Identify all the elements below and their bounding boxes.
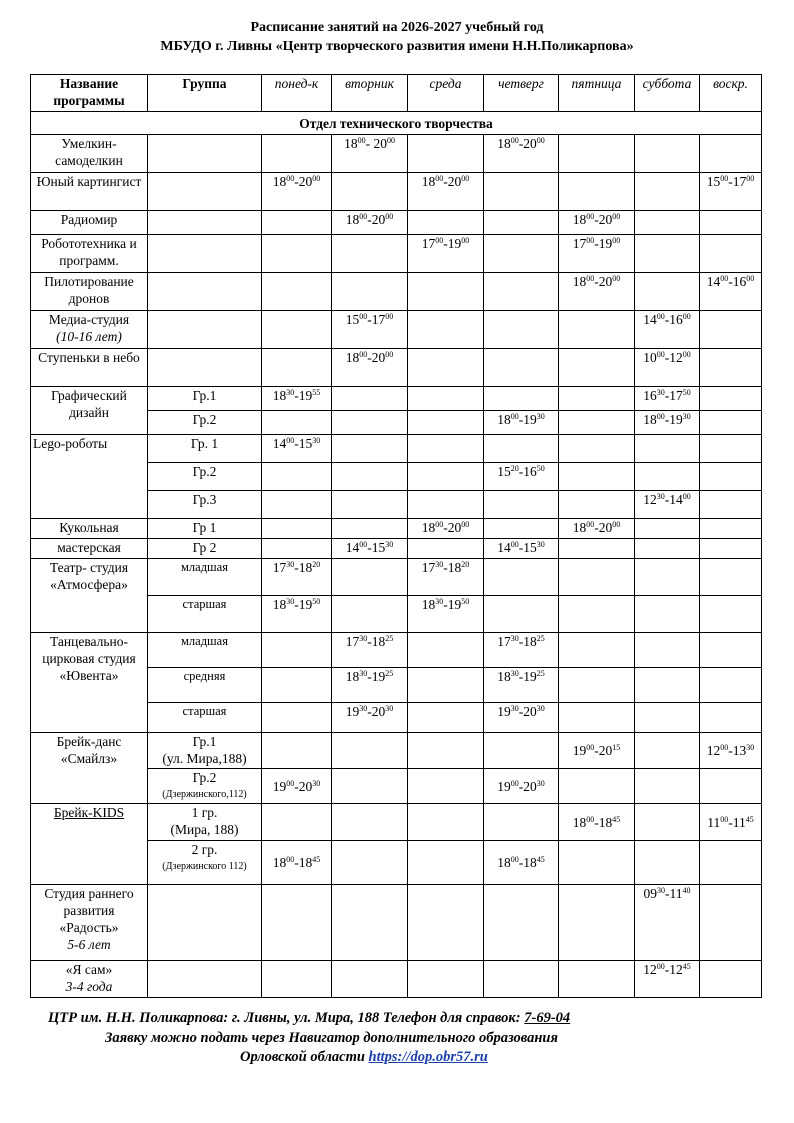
program-age-note: 5-6 лет [67,937,111,952]
table-row [31,349,762,387]
program-label: Студия раннего развития «Радость» [44,886,134,935]
time-cell [559,435,635,463]
program-label: Юный картингист [36,174,142,189]
time-cell: $18^{00}-$ $20^{00}$ [332,135,408,173]
time-cell: $17^{30}-18^{20}$ [408,559,484,596]
time-cell [700,885,762,961]
time-cell [262,703,332,733]
time-cell [408,387,484,411]
time-cell [559,387,635,411]
time-cell [262,235,332,273]
table-row [31,519,762,539]
footer-region-text: Орловской области [240,1049,365,1065]
group-label: младшая [181,634,228,648]
time-cell [408,463,484,491]
group-cell [148,211,262,235]
time-cell [262,311,332,349]
time-cell: $18^{00}-18^{45}$ [559,804,635,841]
time-cell: $15^{00}-17^{00}$ [700,173,762,211]
group-label: Гр.3 [192,492,217,507]
footer-address: ЦТР им. Н.Н. Поликарпова: г. Ливны, ул. Мира, 188 Телефон для справок: [48,1010,521,1026]
time-cell: $09^{30}-11^{40}$ [635,885,700,961]
time-cell [332,519,408,539]
group-label: младшая [181,560,228,574]
time-cell [700,559,762,596]
time-cell [262,804,332,841]
time-cell: $17^{30}-18^{20}$ [262,559,332,596]
time-cell [408,668,484,703]
time-cell [408,885,484,961]
doc-title: Расписание занятий на 2026-2027 учебный год [250,20,544,35]
group-cell [148,311,262,349]
time-cell [408,804,484,841]
time-cell: $18^{30}-19^{50}$ [262,596,332,633]
section-heading: Отдел технического творчества [31,112,762,135]
time-cell [635,596,700,633]
footer-contacts [48,1010,748,1027]
program-name [31,235,148,273]
time-cell [700,135,762,173]
group-cell [148,435,262,463]
col-day: понед-к [262,75,332,112]
group-cell [148,769,262,804]
table-row [31,273,762,311]
table-row [31,804,762,841]
group-cell [148,733,262,769]
program-label: Робототехника и программ. [41,236,137,268]
program-label: Медиа-студия [48,312,130,327]
group-label: Гр.1 [192,388,217,403]
time-cell [700,349,762,387]
program-name [31,173,148,211]
time-cell [700,596,762,633]
time-cell: $15^{00}-17^{00}$ [332,311,408,349]
time-cell [559,885,635,961]
time-cell [635,769,700,804]
time-cell: $14^{00}-15^{30}$ [332,539,408,559]
time-cell [408,311,484,349]
time-cell [332,559,408,596]
time-cell [332,596,408,633]
col-day: четверг [484,75,559,112]
program-label: Брейк-данс «Смайлз» [56,734,122,766]
group-label: Гр.1 [192,734,217,749]
time-cell [332,435,408,463]
time-cell [700,539,762,559]
time-cell [559,539,635,559]
time-cell [408,703,484,733]
time-cell: $14^{00}-15^{30}$ [484,539,559,559]
program-label: Lego-роботы [33,436,108,451]
group-cell [148,387,262,411]
program-label: Графический дизайн [51,388,127,420]
time-cell [408,135,484,173]
navigator-link[interactable]: https://dop.obr57.ru [368,1049,488,1065]
time-cell [408,539,484,559]
col-group: Группа [148,75,262,112]
time-cell [332,387,408,411]
group-cell [148,173,262,211]
time-cell: $18^{30}-19^{25}$ [332,668,408,703]
time-cell [559,411,635,435]
time-cell: $10^{00}-12^{00}$ [635,349,700,387]
time-cell [700,769,762,804]
group-label: старшая [182,597,227,611]
program-name [31,885,148,961]
doc-subtitle: МБУДО г. Ливны «Центр творческого развития имени Н.Н.Поликарпова» [160,39,634,54]
time-cell [635,211,700,235]
program-name [31,435,148,519]
time-cell [559,173,635,211]
time-cell [262,668,332,703]
time-cell [262,411,332,435]
time-cell [332,885,408,961]
program-name [31,311,148,349]
col-day: воскр. [700,75,762,112]
program-label: Театр- студия «Атмосфера» [49,560,129,592]
program-name [31,135,148,173]
program-label: Кукольная [59,520,119,535]
group-label: Гр. 1 [190,436,219,451]
time-cell [700,311,762,349]
time-cell [635,804,700,841]
time-cell [559,703,635,733]
program-label: Ступеньки в небо [38,350,140,365]
time-cell: $18^{00}-19^{30}$ [635,411,700,435]
time-cell [408,411,484,435]
program-name [31,733,148,804]
time-cell [700,387,762,411]
group-cell [148,841,262,885]
time-cell [332,769,408,804]
time-cell [332,961,408,998]
time-cell: $19^{00}-20^{30}$ [484,769,559,804]
time-cell: $16^{30}-17^{50}$ [635,387,700,411]
time-cell [559,463,635,491]
program-name [31,804,148,885]
time-cell: $17^{00}-19^{00}$ [408,235,484,273]
time-cell [635,435,700,463]
time-cell [700,519,762,539]
time-cell [484,311,559,349]
group-cell [148,559,262,596]
program-name [31,519,148,539]
time-cell [635,135,700,173]
group-label: средняя [183,669,226,683]
group-label: 1 гр. [191,805,218,820]
col-day: среда [408,75,484,112]
time-cell: $14^{00}-16^{00}$ [700,273,762,311]
time-cell [332,463,408,491]
program-name [31,633,148,733]
table-row [31,885,762,961]
group-cell [148,273,262,311]
group-cell [148,349,262,387]
time-cell [635,235,700,273]
table-row [31,733,762,769]
group-label: Гр.2 [192,464,217,479]
table-row [31,311,762,349]
program-name [31,211,148,235]
group-address-note: (Дзержинского 112) [162,861,247,872]
time-cell: $14^{00}-15^{30}$ [262,435,332,463]
time-cell [262,961,332,998]
time-cell [408,349,484,387]
group-address-note: (Мира, 188) [170,822,239,837]
time-cell [332,804,408,841]
time-cell [332,411,408,435]
time-cell [559,135,635,173]
time-cell: $18^{00}-20^{00}$ [559,519,635,539]
group-label: Гр.2 [192,412,217,427]
time-cell [700,491,762,519]
time-cell: $19^{30}-20^{30}$ [484,703,559,733]
time-cell [635,519,700,539]
time-cell [700,841,762,885]
time-cell [559,311,635,349]
group-label: Гр 1 [192,520,217,535]
time-cell [484,235,559,273]
group-cell [148,961,262,998]
time-cell: $19^{00}-20^{30}$ [262,769,332,804]
time-cell: $18^{30}-19^{50}$ [408,596,484,633]
time-cell [408,733,484,769]
group-cell [148,411,262,435]
group-address-note: (Дзержинского,112) [162,789,247,800]
time-cell: $19^{30}-20^{30}$ [332,703,408,733]
group-label: 2 гр. [191,842,218,857]
table-row [31,387,762,411]
program-label: Радиомир [60,212,118,227]
time-cell [262,273,332,311]
time-cell [559,559,635,596]
time-cell [484,349,559,387]
time-cell: $12^{00}-13^{30}$ [700,733,762,769]
time-cell [484,491,559,519]
group-label: Гр 2 [192,540,217,555]
time-cell [635,463,700,491]
time-cell [559,668,635,703]
time-cell [635,539,700,559]
program-label: Умелкин-самоделкин [55,136,123,168]
program-label: Танцевально-цирковая студия «Ювента» [42,634,136,683]
program-name [31,387,148,435]
group-cell [148,135,262,173]
time-cell [484,559,559,596]
time-cell: $18^{30}-19^{55}$ [262,387,332,411]
program-label: Пилотирование дронов [44,274,134,306]
time-cell [559,349,635,387]
time-cell [262,211,332,235]
time-cell [332,841,408,885]
group-address-note: (ул. Мира,188) [162,751,247,766]
group-cell [148,491,262,519]
time-cell [559,961,635,998]
time-cell: $18^{00}-19^{30}$ [484,411,559,435]
time-cell [408,769,484,804]
time-cell [408,273,484,311]
group-cell [148,463,262,491]
program-age-note: (10-16 лет) [56,329,122,344]
footer-region [240,1049,740,1066]
time-cell [559,596,635,633]
time-cell [700,668,762,703]
col-day: пятница [559,75,635,112]
time-cell [262,539,332,559]
time-cell [484,733,559,769]
table-row [31,539,762,559]
table-row [31,633,762,668]
group-cell [148,633,262,668]
program-name [31,273,148,311]
table-row [31,135,762,173]
time-cell [332,235,408,273]
group-cell [148,519,262,539]
time-cell [332,273,408,311]
time-cell [484,387,559,411]
time-cell [700,235,762,273]
time-cell [700,961,762,998]
time-cell [559,841,635,885]
time-cell [484,273,559,311]
time-cell [408,961,484,998]
time-cell [484,885,559,961]
time-cell [484,211,559,235]
time-cell: $17^{00}-19^{00}$ [559,235,635,273]
time-cell [262,349,332,387]
time-cell [484,804,559,841]
time-cell [262,885,332,961]
program-label: мастерская [57,540,121,555]
time-cell [332,491,408,519]
time-cell [484,519,559,539]
time-cell [408,841,484,885]
time-cell [635,173,700,211]
time-cell [635,559,700,596]
phone-number: 7-69-04 [524,1010,571,1026]
time-cell [559,769,635,804]
time-cell [408,633,484,668]
group-cell [148,668,262,703]
table-row [31,173,762,211]
time-cell [262,519,332,539]
program-name [31,349,148,387]
group-cell [148,885,262,961]
time-cell: $18^{00}-20^{00}$ [408,519,484,539]
time-cell: $12^{00}-12^{45}$ [635,961,700,998]
header-row [31,75,762,112]
schedule-table [30,74,762,998]
time-cell [262,633,332,668]
time-cell [262,135,332,173]
time-cell: $18^{00}-18^{45}$ [484,841,559,885]
time-cell [559,633,635,668]
time-cell: $18^{00}-20^{00}$ [408,173,484,211]
time-cell [408,435,484,463]
program-name [31,539,148,559]
time-cell: $14^{00}-16^{00}$ [635,311,700,349]
time-cell: $17^{30}-18^{25}$ [332,633,408,668]
program-name [31,559,148,633]
table-row [31,961,762,998]
time-cell [635,273,700,311]
program-label: «Я сам» [65,962,113,977]
time-cell [635,668,700,703]
group-cell [148,596,262,633]
time-cell [700,411,762,435]
col-day: суббота [635,75,700,112]
time-cell [262,463,332,491]
table-row [31,559,762,596]
group-cell [148,539,262,559]
program-name [31,961,148,998]
footer-navigator: Заявку можно подать через Навигатор дополнительного образования [105,1030,558,1046]
time-cell [484,961,559,998]
time-cell [635,703,700,733]
time-cell: $18^{00}-20^{00}$ [332,211,408,235]
time-cell: $18^{00}-18^{45}$ [262,841,332,885]
program-age-note: 3-4 года [65,979,113,994]
time-cell [262,733,332,769]
group-cell [148,235,262,273]
time-cell: $18^{00}-20^{00}$ [262,173,332,211]
col-day: вторник [332,75,408,112]
time-cell: $15^{20}-16^{50}$ [484,463,559,491]
time-cell: $18^{00}-20^{00}$ [484,135,559,173]
program-label: Брейк-KIDS [53,805,125,820]
time-cell [332,173,408,211]
time-cell [700,633,762,668]
time-cell: $11^{00}-11^{45}$ [700,804,762,841]
time-cell: $18^{00}-20^{00}$ [559,211,635,235]
time-cell [635,733,700,769]
col-program: Название программы [31,75,148,112]
group-label: Гр.2 [192,770,217,785]
group-cell [148,703,262,733]
time-cell: $12^{30}-14^{00}$ [635,491,700,519]
table-row [31,435,762,463]
time-cell [635,633,700,668]
time-cell [559,491,635,519]
time-cell [700,703,762,733]
time-cell [484,173,559,211]
time-cell [484,435,559,463]
time-cell [700,211,762,235]
time-cell: $18^{30}-19^{25}$ [484,668,559,703]
group-label: старшая [182,704,227,718]
table-row [31,211,762,235]
time-cell: $18^{00}-20^{00}$ [559,273,635,311]
time-cell [262,491,332,519]
time-cell [484,596,559,633]
table-row [31,235,762,273]
time-cell: $18^{00}-20^{00}$ [332,349,408,387]
time-cell [700,435,762,463]
time-cell [700,463,762,491]
time-cell: $19^{00}-20^{15}$ [559,733,635,769]
time-cell [332,733,408,769]
group-cell [148,804,262,841]
time-cell [635,841,700,885]
time-cell [408,211,484,235]
time-cell [408,491,484,519]
time-cell: $17^{30}-18^{25}$ [484,633,559,668]
